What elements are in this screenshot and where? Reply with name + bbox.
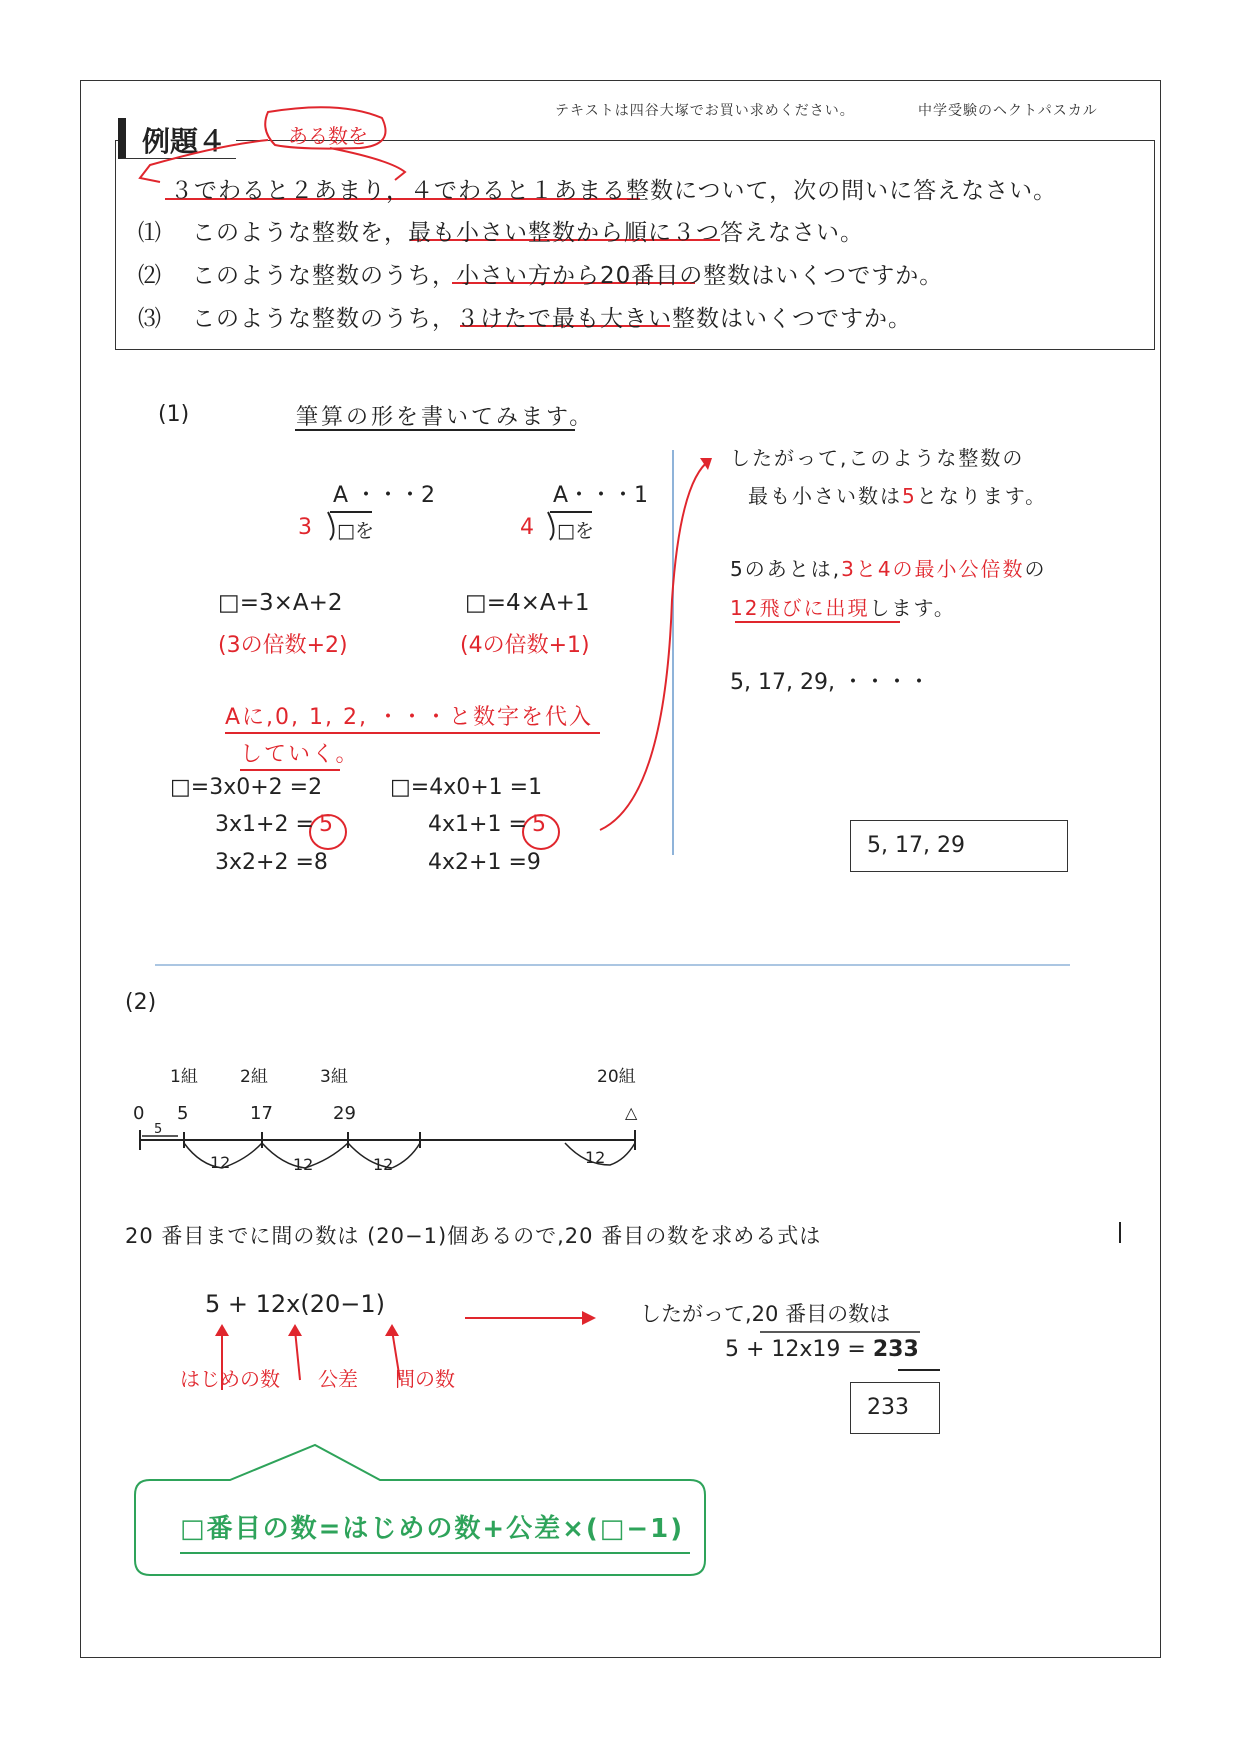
gap-label-3: 12 (373, 1155, 394, 1174)
gap-label-1: 12 (210, 1153, 231, 1172)
numberline-17: 17 (250, 1103, 273, 1124)
explain-line-4: 12飛びに出現します。 (730, 596, 956, 620)
answer-2-text: 233 (867, 1395, 909, 1420)
annotation-text: ある数を (288, 124, 368, 148)
conclusion-line-1: したがって,20 番目の数は (640, 1302, 891, 1326)
eq-right: □=4×A+1 (465, 590, 590, 616)
sequence: 5, 17, 29, ・・・・ (730, 670, 930, 695)
part1-heading: 筆算の形を書いてみます。 (296, 405, 595, 430)
explain-line-2: 最も小さい数は5となります。 (748, 484, 1048, 508)
conclusion-line-2: 5 + 12x19 = 233 (725, 1337, 919, 1362)
numberline-29: 29 (333, 1103, 356, 1124)
part1-label: (1) (158, 402, 190, 427)
group-label-3: 3組 (320, 1067, 348, 1087)
problem-line1: ３でわると２あまり，４でわると１あまる整数について，次の問いに答えなさい。 (170, 178, 1058, 204)
explain-line-3: 5のあとは,3と4の最小公倍数の (730, 557, 1047, 581)
arrow-diff (295, 1330, 300, 1380)
right-row-0: □=4x0+1 =1 (390, 775, 543, 800)
label-first-term: はじめの数 (180, 1367, 280, 1391)
header-brand: 中学受験のヘクトパスカル (918, 103, 1098, 119)
answer-box-2 (850, 1382, 940, 1434)
q3-number: ⑶ (138, 306, 162, 332)
formula: 5 + 12x(20−1) (205, 1290, 386, 1318)
right-row-1-result: 5 (532, 812, 546, 837)
q1-text: このような整数を，最も小さい整数から順に３つ答えなさい。 (192, 220, 864, 246)
div-left-divisor: 3 (298, 515, 312, 540)
q2-number: ⑵ (138, 263, 162, 289)
numberline-0: 0 (133, 1103, 145, 1124)
eq-left-note: (3の倍数+2) (218, 633, 348, 658)
gap-label-last: 12 (585, 1148, 606, 1167)
substitute-line-1: Aに,0, 1, 2, ・・・と数字を代入 (225, 705, 593, 730)
numberline-5: 5 (177, 1103, 189, 1124)
curved-arrow (600, 460, 710, 830)
gap-first-label: 5 (154, 1122, 163, 1137)
part2-label: (2) (125, 990, 157, 1015)
div-left-quotient: A ・・・2 (333, 483, 436, 508)
problem-tag-label: 例題４ (142, 125, 227, 158)
header-note: テキストは四谷大塚でお買い求めください。 (555, 103, 855, 119)
q1-number: ⑴ (138, 220, 162, 246)
q2-text: このような整数のうち，小さい方から20番目の整数はいくつですか。 (192, 263, 944, 289)
group-label-2: 2組 (240, 1067, 268, 1087)
div-left-dividend: □を (337, 520, 374, 542)
substitute-line-2: していく。 (240, 742, 360, 767)
left-row-1-result: 5 (319, 812, 333, 837)
div-right-dividend: □を (557, 520, 594, 542)
eq-right-note: (4の倍数+1) (460, 633, 590, 658)
div-right-divisor: 4 (520, 515, 534, 540)
div-right-quotient: A・・・1 (553, 483, 649, 508)
left-row-0: □=3x0+2 =2 (170, 775, 323, 800)
right-row-2: 4x2+1 =9 (428, 850, 541, 875)
group-label-1: 1組 (170, 1067, 198, 1087)
q3-text: このような整数のうち，３けたで最も大きい整数はいくつですか。 (192, 306, 912, 332)
left-row-2: 3x2+2 =8 (215, 850, 328, 875)
part2-explain: 20 番目までに間の数は (20−1)個あるので,20 番目の数を求める式は (125, 1224, 822, 1248)
answer-1-text: 5, 17, 29 (867, 833, 965, 858)
numberline-triangle: △ (625, 1103, 638, 1122)
gap-label-2: 12 (293, 1155, 314, 1174)
eq-left: □=3×A+2 (218, 590, 343, 616)
left-row-1: 3x1+2 = (215, 812, 314, 837)
answer-box-1 (850, 820, 1068, 872)
right-row-1: 4x1+1 = (428, 812, 527, 837)
label-between: 間の数 (395, 1367, 455, 1391)
label-difference: 公差 (318, 1367, 358, 1391)
group-label-20: 20組 (597, 1067, 636, 1087)
explain-line-1: したがって,このような整数の (730, 446, 1025, 470)
rule-text: □番目の数=はじめの数+公差×(□−1) (180, 1514, 685, 1544)
conclusion-answer: 233 (872, 1337, 919, 1362)
